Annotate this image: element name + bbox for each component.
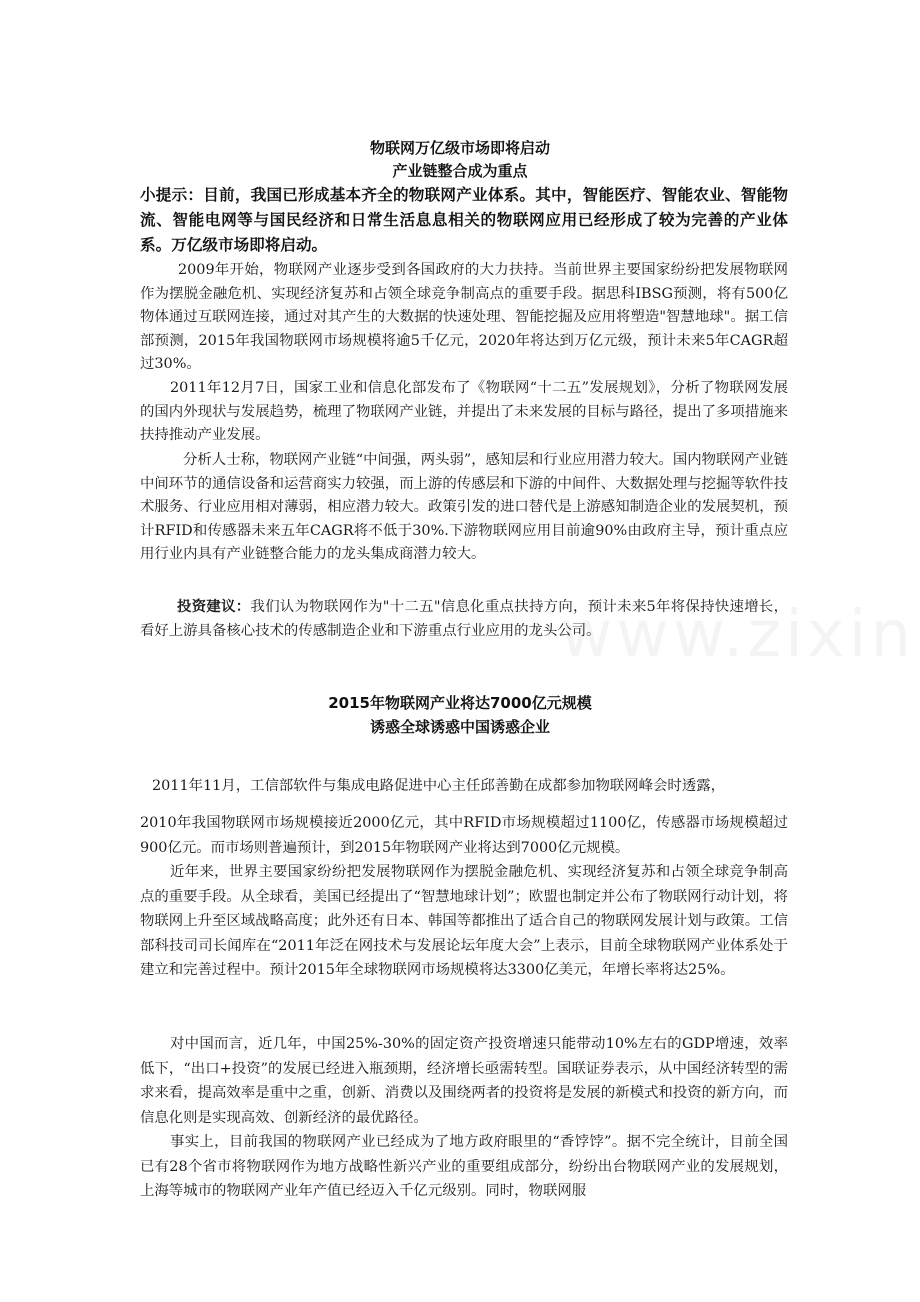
article1-paragraph-2: 2011年12月7日，国家工业和信息化部发布了《物联网“十二五”发展规划》，分析了物联网发展的国内外现状与发展趋势，梳理了物联网产业链，并提出了未来发展的目标与路径，提出了多项措施来扶持推动产业发展。 — [140, 380, 788, 443]
article2-paragraph-2: 近年来，世界主要国家纷纷把发展物联网作为摆脱金融危机、实现经济复苏和占领全球竞争制高点的重要手段。从全球看，美国已经提出了“智慧地球计划”；欧盟也制定并公布了物联网行动计划，将物联网上升至区域战略高度；此外还有日本、韩国等都推出了适合自己的物联网发展计划与政策。工信部科技司司长闻库在“2011年泛在网技术与发展论坛年度大会”上表示，目前全球物联网产业体系处于建立和完善过程中。预计2015年全球物联网市场规模将达3300亿美元，年增长率将达25%。 — [140, 864, 788, 978]
article2-paragraph-3: 对中国而言，近几年，中国25%-30%的固定资产投资增速只能带动10%左右的GDP增速，效率低下，“出口+投资”的发展已经进入瓶颈期，经济增长亟需转型。国联证券表示，从中国经济转型的需求来看，提高效率是重中之重，创新、消费以及围绕两者的投资将是发展的新模式和投资的新方向，而信息化则是实现高效、创新经济的最优路径。 — [140, 1036, 788, 1126]
article2-title: 2015年物联网产业将达7000亿元规模 — [328, 694, 592, 712]
article1-subtitle: 产业链整合成为重点 — [392, 162, 528, 180]
article1-paragraph-3: 分析人士称，物联网产业链“中间强，两头弱”，感知层和行业应用潜力较大。国内物联网产业链中间环节的通信设备和运营商实力较强，而上游的传感层和下游的中间件、大数据处理与挖掘等软件技术服务、行业应用相对薄弱，相应潜力较大。政策引发的进口替代是上游感知制造企业的发展契机，预计RFID和传感器未来五年CAGR将不低于30%.下游物联网应用目前逾90%由政府主导，预计重点应用行业内具有产业链整合能力的龙头集成商潜力较大。 — [140, 452, 788, 562]
investment-advice-label: 投资建议： — [177, 599, 251, 615]
article1-title: 物联网万亿级市场即将启动 — [369, 139, 550, 157]
article1-paragraph-4 — [140, 596, 788, 643]
article2-paragraph-1-line-1: 2011年11月，工信部软件与集成电路促进中心主任邱善勤在成都参加物联网峰会时透露， — [152, 778, 725, 794]
article1-paragraph-1: 2009年开始，物联网产业逐步受到各国政府的大力扶持。当前世界主要国家纷纷把发展物联网作为摆脱金融危机、实现经济复苏和占领全球竞争制高点的重要手段。据思科IBSG预测，将有500亿物体通过互联网连接，通过对其产生的大数据的快速处理、智能挖掘及应用将塑造"智慧地球"。据工信部预测，2015年我国物联网市场规模将逾5千亿元，2020年将达到万亿元级，预计未来5年CAGR超过30%。 — [140, 262, 788, 372]
article2-subtitle: 诱惑全球诱惑中国诱惑企业 — [369, 718, 550, 736]
article2-paragraph-1-continued: 2010年我国物联网市场规模接近2000亿元，其中RFID市场规模超过1100亿，传感器市场规模超过900亿元。而市场则普遍预计，到2015年物联网产业将达到7000亿元规模。 — [140, 815, 788, 856]
article2-paragraph-4: 事实上，目前我国的物联网产业已经成为了地方政府眼里的“香饽饽”。据不完全统计，目前全国已有28个省市将物联网作为地方战略性新兴产业的重要组成部分，纷纷出台物联网产业的发展规划，上海等城市的物联网产业年产值已经迈入千亿元级别。同时，物联网服 — [140, 1134, 788, 1199]
investment-advice-text: 我们认为物联网作为"十二五"信息化重点扶持方向，预计未来5年将保持快速增长，看好上游具备核心技术的传感制造企业和下游重点行业应用的龙头公司。 — [140, 599, 788, 639]
article1-tip: 小提示：目前，我国已形成基本齐全的物联网产业体系。其中，智能医疗、智能农业、智能物流、智能电网等与国民经济和日常生活息息相关的物联网应用已经形成了较为完善的产业体系。万亿级市场即将启动。 — [140, 186, 788, 254]
